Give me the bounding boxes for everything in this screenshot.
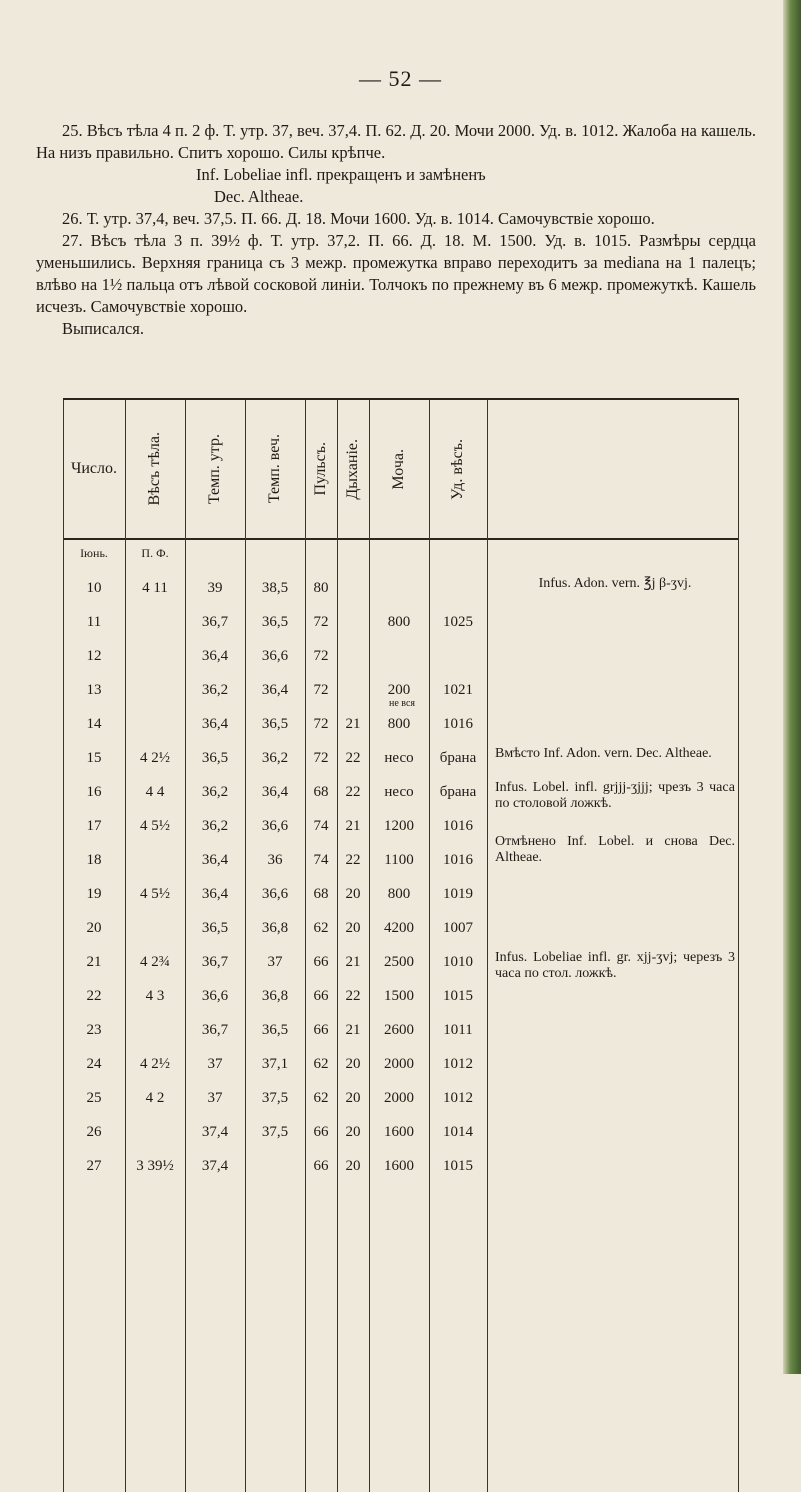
table-row [63, 1150, 739, 1184]
cell-t-morning: 36,5 [201, 750, 229, 766]
cell-day: 25 [86, 1090, 102, 1106]
cell-day: 14 [86, 716, 102, 732]
cell-t-evening: 36,6 [261, 886, 289, 902]
cell-urine: 1200 [384, 818, 414, 834]
entry-25-rx: Inf. Lobeliae infl. прекращенъ и замѣненъ [196, 165, 486, 184]
cell-t-morning: 36,4 [201, 648, 229, 664]
cell-pulse: 66 [313, 988, 329, 1004]
cell-day: 10 [86, 580, 102, 596]
entry-25: 25. Вѣсъ тѣла 4 п. 2 ф. Т. утр. 37, веч. 37,4. П. 62. Д. 20. Мочи 2000. Уд. в. 1012. Жалоба на кашель. На низъ правильно. Спитъ хорошо. Силы крѣпче. [36, 121, 756, 162]
cell-day: 22 [86, 988, 102, 1004]
table-row [63, 1116, 739, 1150]
month-label: Іюнь. [80, 546, 108, 560]
cell-pulse: 74 [313, 852, 329, 868]
cell-weight: 4 5½ [140, 818, 170, 834]
cell-day: 19 [86, 886, 102, 902]
header-urine: Моча. [390, 448, 407, 490]
cell-sg: 1025 [443, 614, 473, 630]
cell-t-evening: 36,5 [261, 614, 289, 630]
cell-pulse: 72 [313, 750, 329, 766]
cell-breath: 20 [345, 1056, 361, 1072]
cell-pulse: 66 [313, 1022, 329, 1038]
cell-day: 12 [86, 648, 102, 664]
cell-t-morning: 36,4 [201, 852, 229, 868]
cell-urine: 2000 [384, 1090, 414, 1106]
cell-t-morning: 36,2 [201, 818, 229, 834]
cell-breath: 21 [345, 1022, 361, 1038]
cell-t-morning: 36,6 [201, 988, 229, 1004]
table-row [63, 980, 739, 1014]
cell-pulse: 66 [313, 954, 329, 970]
cell-pulse: 72 [313, 614, 329, 630]
cell-breath: 21 [345, 818, 361, 834]
cell-t-morning: 36,4 [201, 886, 229, 902]
cell-urine: 4200 [384, 920, 414, 936]
cell-t-morning: 36,7 [201, 954, 229, 970]
cell-breath: 20 [345, 920, 361, 936]
cell-breath: 20 [345, 1158, 361, 1174]
cell-t-morning: 39 [207, 580, 223, 596]
cell-sg: брана [439, 784, 477, 800]
cell-pulse: 62 [313, 920, 329, 936]
table-row [63, 708, 739, 742]
header-temp-evening: Темп. веч. [266, 434, 283, 504]
header-breath: Дыханіе. [344, 438, 361, 500]
cell-t-evening: 36 [267, 852, 283, 868]
cell-pulse: 66 [313, 1158, 329, 1174]
case-notes [36, 120, 756, 340]
cell-breath: 22 [345, 750, 361, 766]
cell-day: 26 [86, 1124, 102, 1140]
cell-urine: 1600 [384, 1158, 414, 1174]
header-pulse: Пульсъ. [312, 442, 329, 496]
cell-day: 20 [86, 920, 102, 936]
cell-pulse: 72 [313, 682, 329, 698]
page-number: — 52 — [359, 66, 442, 91]
cell-pulse: 72 [313, 716, 329, 732]
cell-weight: 4 2 [145, 1090, 165, 1106]
cell-sg: 1014 [443, 1124, 473, 1140]
cell-urine: 800 [387, 614, 411, 630]
note-day-16: Отмѣнено Inf. Lobel. и снова Dec. Altheae. [495, 834, 735, 865]
cell-t-evening: 38,5 [261, 580, 289, 596]
cell-sg: 1012 [443, 1056, 473, 1072]
cell-urine: 2600 [384, 1022, 414, 1038]
cell-breath: 21 [345, 954, 361, 970]
note-day-14: Вмѣсто Inf. Adon. vern. Dec. Altheae. [495, 746, 712, 761]
cell-t-evening: 36,2 [261, 750, 289, 766]
weight-units: П. Ф. [141, 546, 169, 560]
cell-day: 11 [86, 614, 102, 630]
cell-t-morning: 36,7 [201, 1022, 229, 1038]
cell-urine: 800 [387, 886, 411, 902]
cell-t-morning: 37,4 [201, 1124, 229, 1140]
header-temp-morning: Темп. утр. [206, 433, 223, 505]
cell-pulse: 80 [313, 580, 329, 596]
entry-27: 27. Вѣсъ тѣла 3 п. 39½ ф. Т. утр. 37,2. П. 66. Д. 18. М. 1500. Уд. в. 1015. Размѣры сердца уменьшились. Верхняя граница съ 3 межр. промежутка вправо переходитъ за medіana на 1 палецъ; влѣво на 1½ пальца отъ лѣвой сосковой линіи. Толчокъ по прежнему въ 6 межр. промежуткѣ. Кашель исчезъ. Самочувствіе хорошо. [36, 231, 756, 316]
cell-weight: 4 2¾ [140, 954, 170, 970]
cell-t-evening: 37,1 [261, 1056, 289, 1072]
cell-pulse: 74 [313, 818, 329, 834]
cell-weight: 4 3 [145, 988, 165, 1004]
cell-pulse: 72 [313, 648, 329, 664]
cell-t-morning: 36,2 [201, 784, 229, 800]
cell-day: 17 [86, 818, 102, 834]
table-row [63, 878, 739, 912]
header-specific-gravity: Уд. вѣсъ. [449, 438, 466, 500]
cell-day: 23 [86, 1022, 102, 1038]
cell-sg: 1010 [443, 954, 473, 970]
cell-weight: 4 11 [142, 580, 168, 596]
cell-t-evening: 37,5 [261, 1124, 289, 1140]
cell-day: 18 [86, 852, 102, 868]
cell-weight: 3 39½ [136, 1158, 174, 1174]
note-day-15: Infus. Lobel. infl. grjjj-ʒjjj; чрезъ 3 часа по столовой ложкѣ. [495, 780, 735, 811]
cell-urine: 2500 [384, 954, 414, 970]
cell-urine: несо [384, 750, 414, 766]
cell-pulse: 62 [313, 1090, 329, 1106]
cell-t-evening: 36,4 [261, 682, 289, 698]
cell-pulse: 62 [313, 1056, 329, 1072]
cell-urine: 1100 [384, 852, 414, 868]
note-day-19: Infus. Lobeliae infl. gr. xjj-ʒvj; черезъ 3 часа по стол. ложкѣ. [495, 950, 735, 981]
observation-table [63, 398, 739, 1184]
cell-sg: 1015 [443, 1158, 473, 1174]
urine-note-day-13: не вся [389, 698, 415, 709]
cell-t-morning: 36,2 [201, 682, 229, 698]
cell-t-morning: 36,7 [201, 614, 229, 630]
cell-urine: 1500 [384, 988, 414, 1004]
cell-pulse: 66 [313, 1124, 329, 1140]
cell-urine: 2000 [384, 1056, 414, 1072]
cell-sg: 1016 [443, 818, 473, 834]
table-row [63, 640, 739, 674]
table-row [63, 1048, 739, 1082]
cell-pulse: 68 [313, 886, 329, 902]
cell-t-morning: 36,5 [201, 920, 229, 936]
cell-sg: 1016 [443, 716, 473, 732]
cell-weight: 4 2½ [140, 1056, 170, 1072]
cell-urine: несо [384, 784, 414, 800]
cell-t-evening: 36,6 [261, 818, 289, 834]
cell-day: 16 [86, 784, 102, 800]
cell-weight: 4 4 [145, 784, 165, 800]
cell-urine: 1600 [384, 1124, 414, 1140]
cell-t-evening: 36,6 [261, 648, 289, 664]
cell-day: 13 [86, 682, 102, 698]
page-edge [783, 0, 801, 1374]
header-day: Число. [70, 460, 118, 477]
cell-t-evening: 37,5 [261, 1090, 289, 1106]
cell-sg: 1012 [443, 1090, 473, 1106]
cell-urine: 800 [387, 716, 411, 732]
cell-t-evening: 36,5 [261, 716, 289, 732]
cell-weight: 4 2½ [140, 750, 170, 766]
note-day-10: Infus. Adon. vern. ℥j β-ʒvj. [538, 576, 692, 591]
cell-sg: 1015 [443, 988, 473, 1004]
cell-breath: 22 [345, 988, 361, 1004]
table-row [63, 1014, 739, 1048]
cell-breath: 21 [345, 716, 361, 732]
table-row [63, 606, 739, 640]
cell-t-morning: 37 [207, 1056, 223, 1072]
cell-sg: 1021 [443, 682, 473, 698]
cell-urine: 200 [387, 682, 411, 698]
table-header [63, 400, 739, 540]
cell-breath: 22 [345, 852, 361, 868]
cell-sg: 1019 [443, 886, 473, 902]
cell-t-evening: 37 [267, 954, 283, 970]
cell-sg: 1016 [443, 852, 473, 868]
cell-t-evening: 36,4 [261, 784, 289, 800]
cell-day: 21 [86, 954, 102, 970]
cell-day: 15 [86, 750, 102, 766]
cell-t-morning: 37,4 [201, 1158, 229, 1174]
table-row [63, 912, 739, 946]
entry-26: 26. Т. утр. 37,4, веч. 37,5. П. 66. Д. 18. Мочи 1600. Уд. в. 1014. Самочувствіе хорошо. [62, 209, 655, 228]
cell-breath: 20 [345, 1090, 361, 1106]
discharge-note: Выписался. [62, 319, 145, 338]
cell-t-morning: 36,4 [201, 716, 229, 732]
cell-day: 24 [86, 1056, 102, 1072]
cell-t-morning: 37 [207, 1090, 223, 1106]
units-row [63, 540, 739, 572]
cell-sg: 1007 [443, 920, 473, 936]
cell-sg: 1011 [443, 1022, 473, 1038]
cell-t-evening: 36,8 [261, 988, 289, 1004]
table-row [63, 1082, 739, 1116]
cell-weight: 4 5½ [140, 886, 170, 902]
header-weight: Вѣсъ тѣла. [146, 432, 163, 506]
cell-breath: 20 [345, 1124, 361, 1140]
cell-breath: 22 [345, 784, 361, 800]
cell-sg: брана [439, 750, 477, 766]
cell-day: 27 [86, 1158, 102, 1174]
entry-25-rx2: Dec. Altheae. [214, 187, 304, 206]
cell-t-evening: 36,8 [261, 920, 289, 936]
cell-t-evening: 36,5 [261, 1022, 289, 1038]
cell-pulse: 68 [313, 784, 329, 800]
cell-breath: 20 [345, 886, 361, 902]
